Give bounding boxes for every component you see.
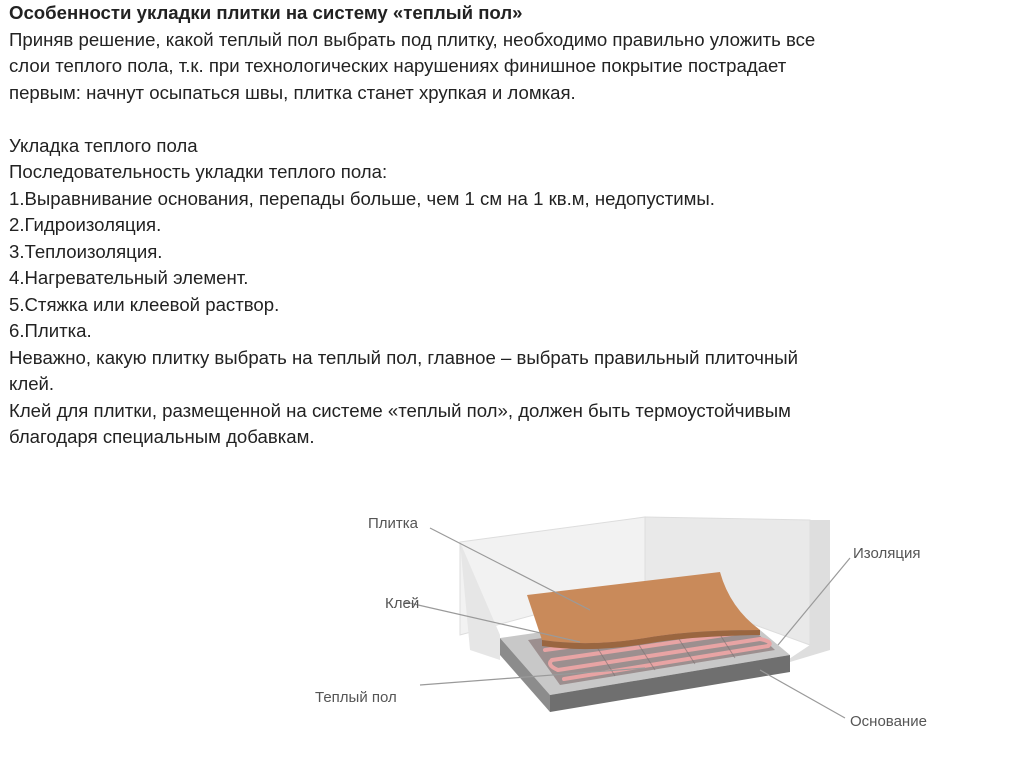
conclusion-line: Неважно, какую плитку выбрать на теплый пол, главное – выбрать правильный плиточный [9,346,798,368]
leader-base [760,670,845,718]
step-item: 1.Выравнивание основания, перепады больше, чем 1 см на 1 кв.м, недопустимы. [9,187,715,209]
sequence-heading: Последовательность укладки теплого пола: [9,161,388,182]
floor-layers-illustration [290,490,990,765]
step-item: 3.Теплоизоляция. [9,240,163,262]
step-item: 6.Плитка. [9,320,92,341]
step-item: 5.Стяжка или клеевой раствор. [9,293,280,315]
label-base: Основание [850,713,927,730]
conclusion-line: клей. [9,373,55,394]
label-heated-floor: Теплый пол [315,689,397,706]
intro-line: слои теплого пола, т.к. при технологических нарушениях финишное покрытие пострадает [9,55,787,76]
step-item: 2.Гидроизоляция. [9,214,162,235]
section-heading: Укладка теплого пола [9,134,198,156]
label-tile: Плитка [368,515,419,532]
step-item: 4.Нагревательный элемент. [9,267,249,288]
floor-layers-diagram [290,490,990,765]
conclusion-line: благодаря специальным добавкам. [9,426,315,447]
intro-line: первым: начнут осыпаться швы, плитка станет хрупкая и ломкая. [9,81,576,103]
article [9,0,1009,451]
conclusion-line: Клей для плитки, размещенной на системе «теплый пол», должен быть термоустойчивым [9,399,791,421]
label-glue: Клей [385,595,420,612]
paragraph-gap [9,106,1009,133]
article-title: Особенности укладки плитки на систему «теплый пол» [9,2,523,23]
label-insulation: Изоляция [853,545,921,562]
intro-line: Приняв решение, какой теплый пол выбрать под плитку, необходимо правильно уложить все [9,28,816,50]
